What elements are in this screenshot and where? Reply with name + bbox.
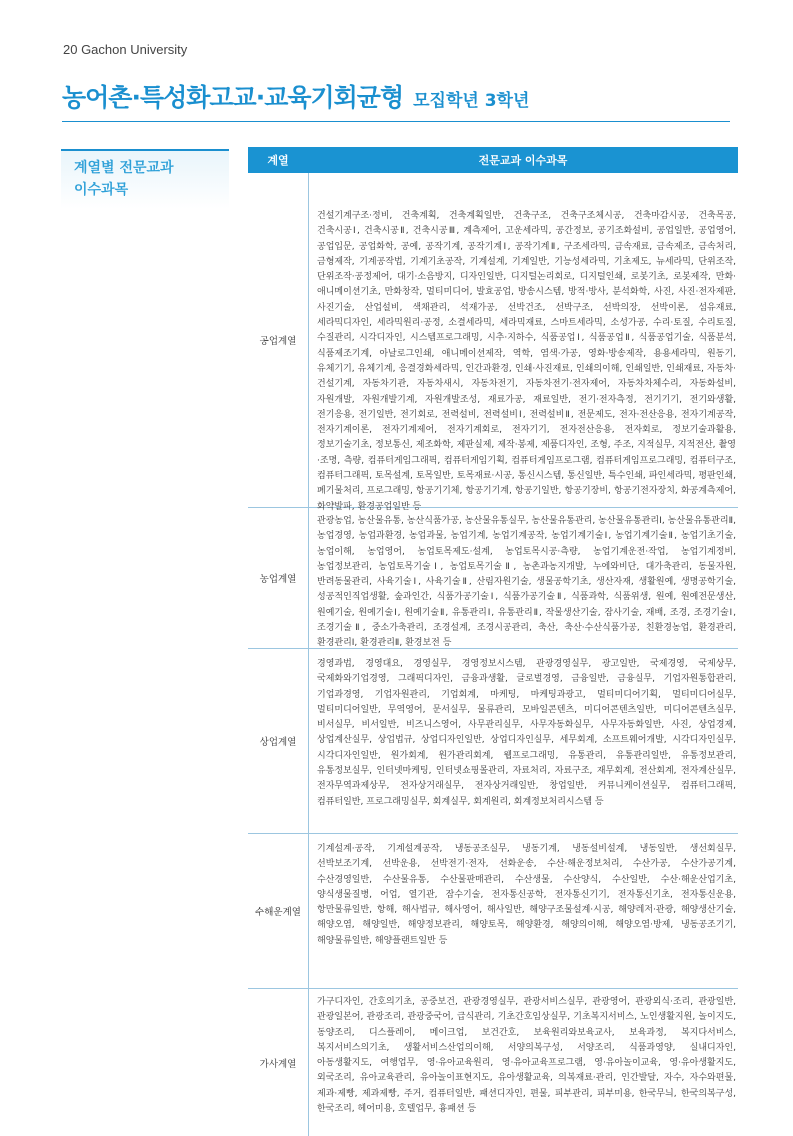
page-title-main: 농어촌·특성화고교·교육기회균형 [62,83,404,112]
category-cell: 공업계열 [248,173,309,507]
category-cell: 농업계열 [248,508,309,648]
table-row-engineering [248,173,738,512]
page-title [62,76,529,114]
courses-cell: 관광농업, 농산물유통, 농산식품가공, 농산물유통실무, 농산물유통관리, 농산물유통관리Ⅰ, 농산물유통관리Ⅱ, 농업경영, 농업과환경, 농업과물, 농업기계, 농업기계공작, 농업기계기술Ⅰ, 농업기계기술Ⅱ, 농업기초기술, 농업이해, 농업영어, 농업토목제도·설계, 농업토목시공·측량, 농업기계운전·작업, 농업기계정비, 농업정보관리, 농업토목기술Ⅰ, 농업토목기술Ⅱ, 농촌과농지개발, 누에와비단, 대가축관리, 동물자원, 반려동물관리, 사육기술Ⅰ, 사육기술Ⅱ, 산림자원기술, 생물공학기초, 생산자재, 생활원예, 생명공학기술, 성공적인직업생활, 숲과인간, 식품가공기술Ⅰ, 식품가공기술Ⅱ, 식품과학, 식품위생, 원예, 원예전문생산, 원예기술, 원예기술Ⅰ, 원예기술Ⅱ, 유통관리Ⅰ, 유통관리Ⅱ, 작물생산기술, 잠사기술, 재배, 조경, 조경기술Ⅰ, 조경기술Ⅱ, 중소가축관리, 조경설계, 조경시공관리, 축산, 축산·수산식품가공, 친환경농업, 환경관리, 환경관리Ⅰ, 환경관리Ⅱ, 환경보전 등 [317,516,736,649]
table-row-commerce [248,649,738,834]
table-header-row [248,147,738,173]
title-divider [62,121,730,122]
table-row-agriculture [248,508,738,649]
section-label-box [61,149,229,209]
page-header: 20 Gachon University [63,42,188,57]
header-courses: 전문교과 이수과목 [478,154,568,167]
category-cell: 상업계열 [248,649,309,833]
category-cell: 가사계열 [248,989,309,1136]
section-label-line2: 이수과목 [74,182,129,198]
courses-table [248,147,738,1136]
table-row-home-economics [248,989,738,1136]
page-title-sub: 모집학년 3학년 [413,91,530,111]
courses-cell: 경영과법, 경영대요, 경영실무, 경영정보시스템, 관광경영실무, 광고일반, 국제경영, 국제상무, 국제화와기업경영, 그래픽디자인, 금융과생활, 글로벌경영, 금융일반, 금융실무, 기업자원통합관리, 기업과경영, 기업자원관리, 기업회계, 마케팅, 마케팅과광고, 멀티미디어기획, 멀티미디어실무, 멀티미디어일반, 무역영어, 문서실무, 물류관리, 모바일콘텐츠, 미디어콘텐츠일반, 미디어콘텐츠실무, 비서실무, 비서일반, 비즈니스영어, 사무관리실무, 사무자동화실무, 사무자동화일반, 사진, 상업경제, 상업계산실무, 상업법규, 상업디자인일반, 상업디자인실무, 세무회계, 소프트웨어개발, 시각디자인실무, 시각디자인일반, 원가회계, 원가관리회계, 웹프로그래밍, 유통관리, 유통관리일반, 유통정보관리, 유통정보실무, 인터넷마케팅, 인터넷쇼핑몰관리, 자료처리, 자료구조, 재무회계, 전산회계, 전자계산실무, 전자무역과제상무, 전자상거래실무, 전자상거래일반, 창업일반, 커뮤니케이션실무, 컴퓨터그래픽, 컴퓨터일반, 프로그래밍실무, 회계실무, 회계원리, 회계정보처리시스템 등 [317,659,736,807]
courses-cell: 기계설계·공작, 기계설계공작, 냉동공조실무, 냉동기계, 냉동설비설계, 냉동일반, 생선회실무, 선박보조기계, 선박운용, 선박전기·전자, 선화운송, 수산·해운정보처리, 수산가공, 수산가공기계, 수산경영일반, 수산물유통, 수산물판매관리, 수산생물, 수산양식, 수산일반, 수산·해운산업기초, 양식생물질병, 어업, 열기관, 잠수기술, 전자통신공학, 전자통신기기, 전자통신기초, 전자통신운용, 항만물류일반, 항해, 해사법규, 해사영어, 해사일반, 해양구조물설계·시공, 해양레저·관광, 해양생산기술, 해양오염, 해양일반, 해양정보관리, 해양토목, 해양환경, 해양의이해, 해양오염·방제, 냉동공조기기, 해양물류일반, 해양플랜트일반 등 [317,844,736,946]
courses-cell: 건설기계구조·정비, 건축계획, 건축계획일반, 건축구조, 건축구조체시공, 건축마감시공, 건축목공, 건축시공Ⅰ, 건축시공Ⅱ, 건축시공Ⅲ, 계측제어, 고운세라믹, 공간정보, 공기조화설비, 공업일반, 공업영어, 공업입문, 공업화학, 공예, 공작기계, 공작기계Ⅰ, 공작기계Ⅱ, 구조세라믹, 금속재료, 금속제조, 금속처리, 금형제작, 기계공작법, 기계기초공작, 기계설계, 기계일반, 기능성세라믹, 기초제도, 뉴세라믹, 단위조작, 단위조작·공정제어, 대기·소음방지, 디자인일반, 디지털논리회로, 디지털인쇄, 로봇기초, 로봇제작, 만화·애니메이션기초, 만화창작, 멀티미디어, 발효공업, 방송시스템, 방적·방사, 분석화학, 사진, 사진·전자제판, 사진기술, 산업설비, 색채관리, 석재가공, 선박건조, 선박구조, 선박의장, 선박이론, 섬유재료, 세라믹디자인, 세라믹원리·공정, 소결세라믹, 세라믹재료, 스마트세라믹, 소성가공, 수리·토질, 수리토질, 수질관리, 시각디자인, 시스템프로그래밍, 시추·지하수, 식품공업Ⅰ, 식품공업Ⅱ, 식품공업기술, 식품분석, 식품제조기계, 아날로그인쇄, 애니메이션제작, 역학, 염색·가공, 영화·방송제작, 용용세라믹, 원동기, 유체기기, 유체기계, 응결경화세라믹, 인간과환경, 인쇄·사진재료, 인쇄의이해, 인쇄일반, 인쇄재료, 자동차·건설기계, 자동차기관, 자동차새시, 자동차전기, 자동차전기·전자제어, 자동차차체수리, 자동화설비, 자원개발, 자원개발기계, 자원개발조성, 재료가공, 재료일반, 전기·전자측정, 전기기기, 전기와생활, 전기응용, 전기일반, 전기회로, 전력설비, 전력설비Ⅰ, 전력설비Ⅱ, 전문제도, 전자·전산응용, 전자기계공작, 전자기계이론, 전자기계제어, 전자기계회로, 전자기기, 전자전산응용, 전자회로, 정보기술과활용, 정보기술기초, 정보통신, 제조화학, 제판실제, 제작·봉제, 제품디자인, 조형, 주조, 지적실무, 지적전산, 촬영·조명, 측량, 컴퓨터게임그래픽, 컴퓨터게임기획, 컴퓨터게임프로그램, 컴퓨터게임프로그래밍, 컴퓨터구조, 컴퓨터그래픽, 토목설계, 토목일반, 토목재료·시공, 통신시스템, 통신일반, 특수인쇄, 파인세라믹, 평판인쇄, 폐기물처리, 프로그래밍, 항공기기체, 항공기기계, 항공기일반, 항공기장비, 항공기전자장치, 화공계측제어, 화약발파, 환경공업일반 등 [317,211,736,512]
table-row-marine [248,834,738,989]
header-category: 계열 [267,154,289,167]
section-label-line1: 계열별 전문교과 [74,160,174,176]
courses-cell: 가구디자인, 간호의기초, 공중보건, 관광경영실무, 관광서비스실무, 관광영어, 관광외식·조리, 관광일반, 관광일본어, 관광조리, 관광중국어, 급식관리, 기초간호임상실무, 기초복지서비스, 노인생활지원, 놀이지도, 동양조리, 디스플레이, 메이크업, 보건간호, 보육원리와보육교사, 보육과정, 복지다서비스, 복지서비스의기초, 생활서비스산업의이해, 서양의복구성, 서양조리, 식품과영양, 실내디자인, 아동생활지도, 여행업무, 영·유아교육원리, 영·유아교육프로그램, 영·유아놀이교육, 영·유아생활지도, 외국조리, 유아교육관리, 유아놀이표현지도, 유아생활교육, 의복재료·관리, 인간발달, 자수, 자수와편물, 제과·제빵, 제과제빵, 주거, 컴퓨터일반, 패션디자인, 편물, 피부관리, 피부미용, 한국무늬, 한국의복구성, 한국조리, 헤어미용, 호텔업무, 흉패션 등 [317,997,736,1115]
category-cell: 수해운계열 [248,834,309,988]
